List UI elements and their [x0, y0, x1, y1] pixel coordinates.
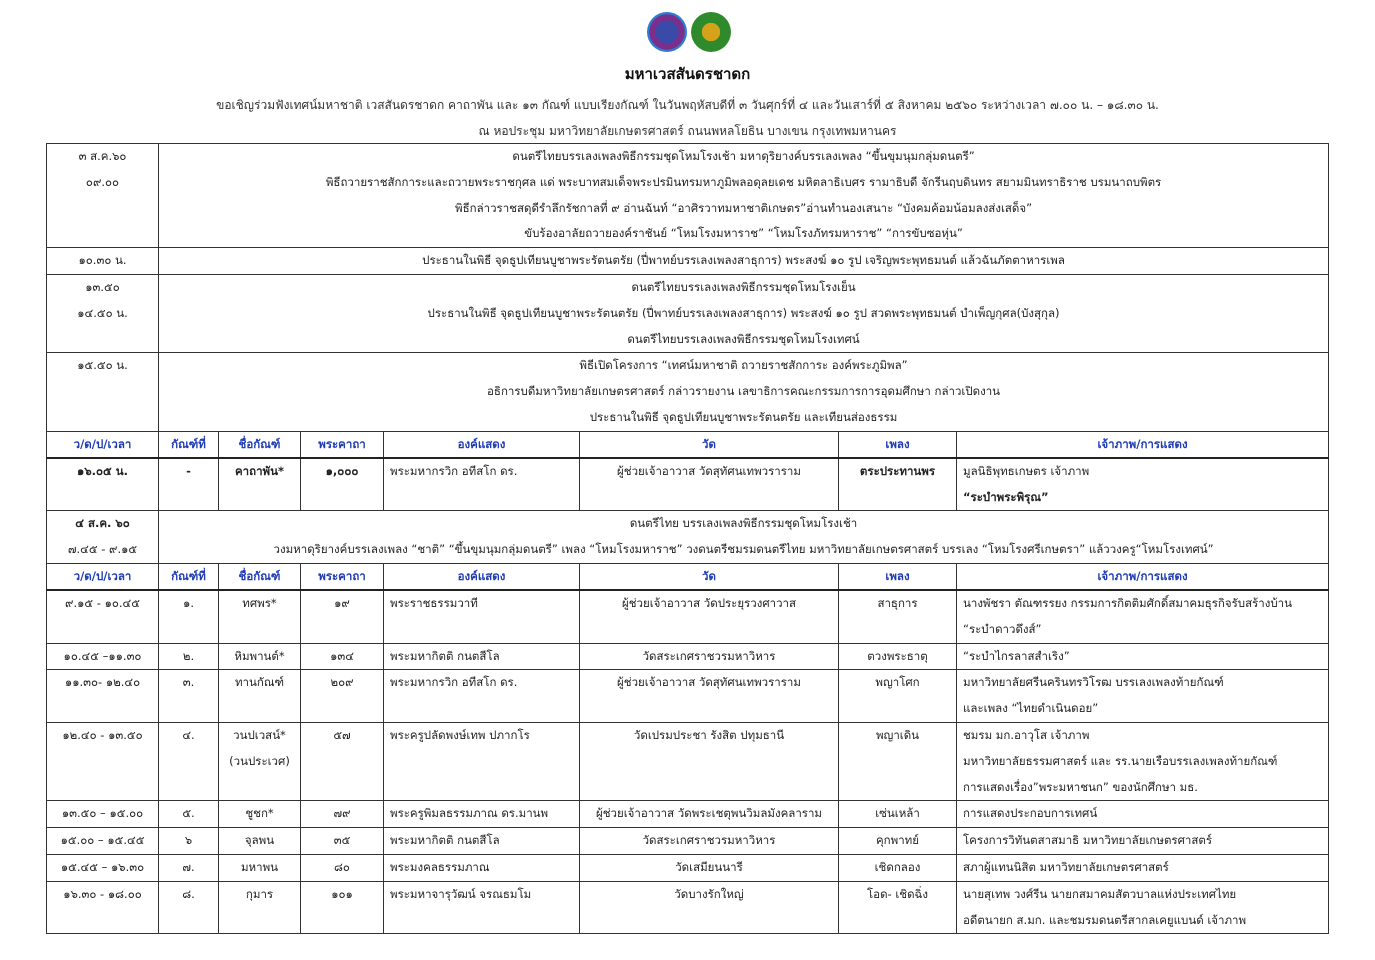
row-temple: วัดสระเกศราชวรมหาวิหาร — [580, 643, 839, 670]
row-verses: ๓๕ — [301, 828, 384, 855]
row-host: มูลนิธิพุทธเกษตร เจ้าภาพ “ระบำพระพิรุณ” — [957, 458, 1329, 511]
header-song: เพลง — [839, 563, 957, 590]
row-verses: ๒๐๙ — [301, 670, 384, 723]
row-chapter-no: ๕. — [159, 801, 219, 828]
row-time: ๑๒.๔๐ - ๑๓.๕๐ — [47, 722, 159, 800]
ceremony-block-row — [47, 248, 1329, 275]
table-row — [47, 670, 1329, 723]
block-description: ดนตรีไทยบรรเลงเพลงพิธีกรรมชุดโหมโรงเย็น ประธานในพิธี จุดธูปเทียนบูชาพระรัตนตรัย (ปี่พาทย์บรรเลงเพลงสาธุการ) พระสงฆ์ ๑๐ รูป สวดพระพุทธมนต์ บำเพ็ญกุศล(บังสุกุล) ดนตรีไทยบรรเลงเพลงพิธีกรรมชุดโหมโรงเทศน์ — [159, 274, 1329, 352]
venue-text: ณ หอประชุม มหาวิทยาลัยเกษตรศาสตร์ ถนนพหลโยธิน บางเขน กรุงเทพมหานคร — [478, 124, 897, 138]
row-time: ๙.๑๕ - ๑๐.๔๕ — [47, 590, 159, 643]
row-song: คุกพาทย์ — [839, 828, 957, 855]
row-verses: ๑๙ — [301, 590, 384, 643]
row-time: ๑๖.๓๐ - ๑๘.๐๐ — [47, 881, 159, 934]
row-verses: ๗๙ — [301, 801, 384, 828]
header-chapter-no: กัณฑ์ที่ — [159, 431, 219, 458]
row-host: นางพัชรา ตัณฑรรยง กรรมการกิตติมศักดิ์สมาคมธุรกิจรับสร้างบ้าน “ระบำดาวดึงส์” — [957, 590, 1329, 643]
row-time: ๑๐.๔๕ –๑๑.๓๐ — [47, 643, 159, 670]
header-time: ว/ด/ป/เวลา — [47, 431, 159, 458]
row-verses: ๑๐๑ — [301, 881, 384, 934]
row-song: เชิดกลอง — [839, 854, 957, 881]
logos — [645, 12, 735, 60]
row-song: พญาโศก — [839, 670, 957, 723]
row-verses: ๘๐ — [301, 854, 384, 881]
row-chapter-no: ๖ — [159, 828, 219, 855]
row-chapter-no: ๓. — [159, 670, 219, 723]
row-time: ๑๕.๐๐ – ๑๕.๔๕ — [47, 828, 159, 855]
row-time: ๑๕.๔๕ – ๑๖.๓๐ — [47, 854, 159, 881]
row-host: นายสุเทพ วงศ์รีน นายกสมาคมสัตวบาลแห่งประเทศไทย อดีตนายก ส.มก. และชมรมดนตรีสากลเคยูแบนด์ เจ้าภาพ — [957, 881, 1329, 934]
table-row — [47, 828, 1329, 855]
row-temple: วัดเสมียนนารี — [580, 854, 839, 881]
row-chapter-no: ๗. — [159, 854, 219, 881]
row-preacher: พระมงคลธรรมภาณ — [384, 854, 580, 881]
row-verses: ๕๗ — [301, 722, 384, 800]
header-verses: พระคาถา — [301, 431, 384, 458]
block-description: พิธีเปิดโครงการ “เทศน์มหาชาติ ถวายราชสักการะ องค์พระภูมิพล” อธิการบดีมหาวิทยาลัยเกษตรศาสตร์ กล่าวรายงาน เลขาธิการคณะกรรมการการอุดมศึกษา กล่าวเปิดงาน ประธานในพิธี จุดธูปเทียนบูชาพระรัตนตรัย และเทียนส่องธรรม — [159, 353, 1329, 431]
header-temple: วัด — [580, 563, 839, 590]
table-row — [47, 458, 1329, 511]
row-preacher: พระราชธรรมวาที — [384, 590, 580, 643]
row-temple: ผู้ช่วยเจ้าอาวาส วัดสุทัศนเทพวราราม — [580, 458, 839, 511]
table-row — [47, 881, 1329, 934]
table-row — [47, 643, 1329, 670]
block-time: ๓ ส.ค.๖๐ ๐๙.๐๐ — [47, 144, 159, 248]
row-host: สภาผู้แทนนิสิต มหาวิทยาลัยเกษตรศาสตร์ — [957, 854, 1329, 881]
row-chapter-name: กุมาร — [219, 881, 301, 934]
row-time: ๑๓.๕๐ – ๑๕.๐๐ — [47, 801, 159, 828]
header-host: เจ้าภาพ/การแสดง — [957, 563, 1329, 590]
row-temple: ผู้ช่วยเจ้าอาวาส วัดสุทัศนเทพวราราม — [580, 670, 839, 723]
row-song: ตระประทานพร — [839, 458, 957, 511]
row-verses: ๑๓๔ — [301, 643, 384, 670]
row-preacher: พระครูปลัดพงษ์เทพ ปภากโร — [384, 722, 580, 800]
row-chapter-no: ๒. — [159, 643, 219, 670]
row-preacher: พระมหากิตติ กนตสีโล — [384, 828, 580, 855]
table-row — [47, 590, 1329, 643]
row-verses: ๑,๐๐๐ — [301, 458, 384, 511]
row-host: โครงการวิทันตสาสมาธิ มหาวิทยาลัยเกษตรศาสตร์ — [957, 828, 1329, 855]
header-song: เพลง — [839, 431, 957, 458]
ceremony-block-row — [47, 511, 1329, 564]
header-preacher: องค์แสดง — [384, 563, 580, 590]
row-song: พญาเดิน — [839, 722, 957, 800]
column-header-row — [47, 563, 1329, 590]
block-time: ๑๕.๕๐ น. — [47, 353, 159, 431]
table-row — [47, 801, 1329, 828]
row-time: ๑๖.๐๕ น. — [47, 458, 159, 511]
row-host: ชมรม มก.อาวุโส เจ้าภาพ มหาวิทยาลัยธรรมศาสตร์ และ รร.นายเรือบรรเลงเพลงท้ายกัณฑ์ การแสดงเรื่อง”พระมหาชนก” ของนักศึกษา มธ. — [957, 722, 1329, 800]
header-time: ว/ด/ป/เวลา — [47, 563, 159, 590]
row-song: เซ่นเหล้า — [839, 801, 957, 828]
row-temple: วัดสระเกศราชวรมหาวิหาร — [580, 828, 839, 855]
row-temple: วัดบางรักใหญ่ — [580, 881, 839, 934]
column-header-row — [47, 431, 1329, 458]
invitation-text: ขอเชิญร่วมฟังเทศน์มหาชาติ เวสสันดรชาดก คาถาพัน และ ๑๓ กัณฑ์ แบบเรียงกัณฑ์ ในวันพฤหัสบดีที่ ๓ วันศุกร์ที่ ๔ และวันเสาร์ที่ ๕ สิงหาคม ๒๕๖๐ ระหว่างเวลา ๗.๐๐ น. – ๑๘.๓๐ น. — [216, 98, 1159, 112]
header-chapter-name: ชื่อกัณฑ์ — [219, 563, 301, 590]
emblem-logo-icon — [691, 12, 731, 52]
row-preacher: พระมหากรวิก อทีสโก ดร. — [384, 458, 580, 511]
ceremony-block-row — [47, 274, 1329, 352]
row-preacher: พระครูพิมลธรรมภาณ ดร.มานพ — [384, 801, 580, 828]
row-chapter-name: วนปเวสน์* (วนประเวศ) — [219, 722, 301, 800]
ceremony-block-row — [47, 144, 1329, 248]
schedule-table — [46, 143, 1329, 934]
block-description: ประธานในพิธี จุดธูปเทียนบูชาพระรัตนตรัย (ปี่พาทย์บรรเลงเพลงสาธุการ) พระสงฆ์ ๑๐ รูป เจริญพระพุทธมนต์ แล้วฉันภัตตาหารเพล — [159, 248, 1329, 275]
block-description: ดนตรีไทยบรรเลงเพลงพิธีกรรมชุดโหมโรงเช้า มหาดุริยางค์บรรเลงเพลง “ขึ้นขุมนุมกลุ่มดนตรี” พิธีถวายราชสักการะและถวายพระราชกุศล แด่ พระบาทสมเด็จพระปรมินทรมหาภูมิพลอดุลยเดช มหิตลาธิเบศร รามาธิบดี จักรีนฤบดินทร สยามมินทราธิราช บรมนาถบพิตร พิธีกล่าวราชสดุดีรำลึกรัชกาลที่ ๙ อ่านฉันท์ “อาศิรวาทมหาชาติเกษตร”อ่านทำนองเสนาะ “บังคมค้อมน้อมลงส่งเสด็จ” ขับร้องอาลัยถวายองค์ราชันย์ “โหมโรงมหาราช” “โหมโรงภัทรมหาราช” “การขับซอหุ่น” — [159, 144, 1329, 248]
row-chapter-name: ทศพร* — [219, 590, 301, 643]
header-host: เจ้าภาพ/การแสดง — [957, 431, 1329, 458]
row-song: โอด- เชิดฉิ่ง — [839, 881, 957, 934]
header-temple: วัด — [580, 431, 839, 458]
row-song: สาธุการ — [839, 590, 957, 643]
university-logo-icon — [647, 12, 687, 52]
row-chapter-no: - — [159, 458, 219, 511]
row-host: “ระบำไกรลาสสำเริง” — [957, 643, 1329, 670]
row-host: การแสดงประกอบการเทศน์ — [957, 801, 1329, 828]
block-time: ๑๓.๕๐ ๑๔.๕๐ น. — [47, 274, 159, 352]
page-title: มหาเวสสันดรชาดก — [624, 65, 751, 83]
block-time: ๔ ส.ค. ๖๐ ๗.๔๕ - ๙.๑๕ — [47, 511, 159, 564]
table-row — [47, 722, 1329, 800]
block-description: ดนตรีไทย บรรเลงเพลงพิธีกรรมชุดโหมโรงเช้า วงมหาดุริยางค์บรรเลงเพลง “ชาติ” “ขึ้นขุมนุมกลุ่มดนตรี” เพลง “โหมโรงมหาราช” วงดนตรีชมรมดนตรีไทย มหาวิทยาลัยเกษตรศาสตร์ บรรเลง “โหมโรงศรีเกษตรา” แล้ววงครู“โหมโรงเทศน์” — [159, 511, 1329, 564]
row-preacher: พระมหากิตติ กนตสีโล — [384, 643, 580, 670]
row-song: ตวงพระธาตุ — [839, 643, 957, 670]
row-chapter-name: มหาพน — [219, 854, 301, 881]
row-chapter-name: คาถาพัน* — [219, 458, 301, 511]
row-chapter-name: หิมพานต์* — [219, 643, 301, 670]
block-time: ๑๐.๓๐ น. — [47, 248, 159, 275]
row-temple: ผู้ช่วยเจ้าอาวาส วัดพระเชตุพนวิมลมังคลาราม — [580, 801, 839, 828]
table-row — [47, 854, 1329, 881]
row-temple: วัดเปรมประชา รังสิต ปทุมธานี — [580, 722, 839, 800]
ceremony-block-row — [47, 353, 1329, 431]
row-preacher: พระมหากรวิก อทีสโก ดร. — [384, 670, 580, 723]
row-chapter-no: ๔. — [159, 722, 219, 800]
header-chapter-no: กัณฑ์ที่ — [159, 563, 219, 590]
header-verses: พระคาถา — [301, 563, 384, 590]
row-chapter-name: ชูชก* — [219, 801, 301, 828]
row-chapter-name: จุลพน — [219, 828, 301, 855]
row-chapter-no: ๑. — [159, 590, 219, 643]
row-chapter-name: ทานกัณฑ์ — [219, 670, 301, 723]
row-chapter-no: ๘. — [159, 881, 219, 934]
row-host: มหาวิทยาลัยศรีนครินทรวิโรฒ บรรเลงเพลงท้ายกัณฑ์ และเพลง “ไทยดำเนินดอย” — [957, 670, 1329, 723]
row-temple: ผู้ช่วยเจ้าอาวาส วัดประยุรวงศาวาส — [580, 590, 839, 643]
header-chapter-name: ชื่อกัณฑ์ — [219, 431, 301, 458]
row-time: ๑๑.๓๐- ๑๒.๔๐ — [47, 670, 159, 723]
row-preacher: พระมหาจารุวัฒน์ จรณธมโม — [384, 881, 580, 934]
header-preacher: องค์แสดง — [384, 431, 580, 458]
